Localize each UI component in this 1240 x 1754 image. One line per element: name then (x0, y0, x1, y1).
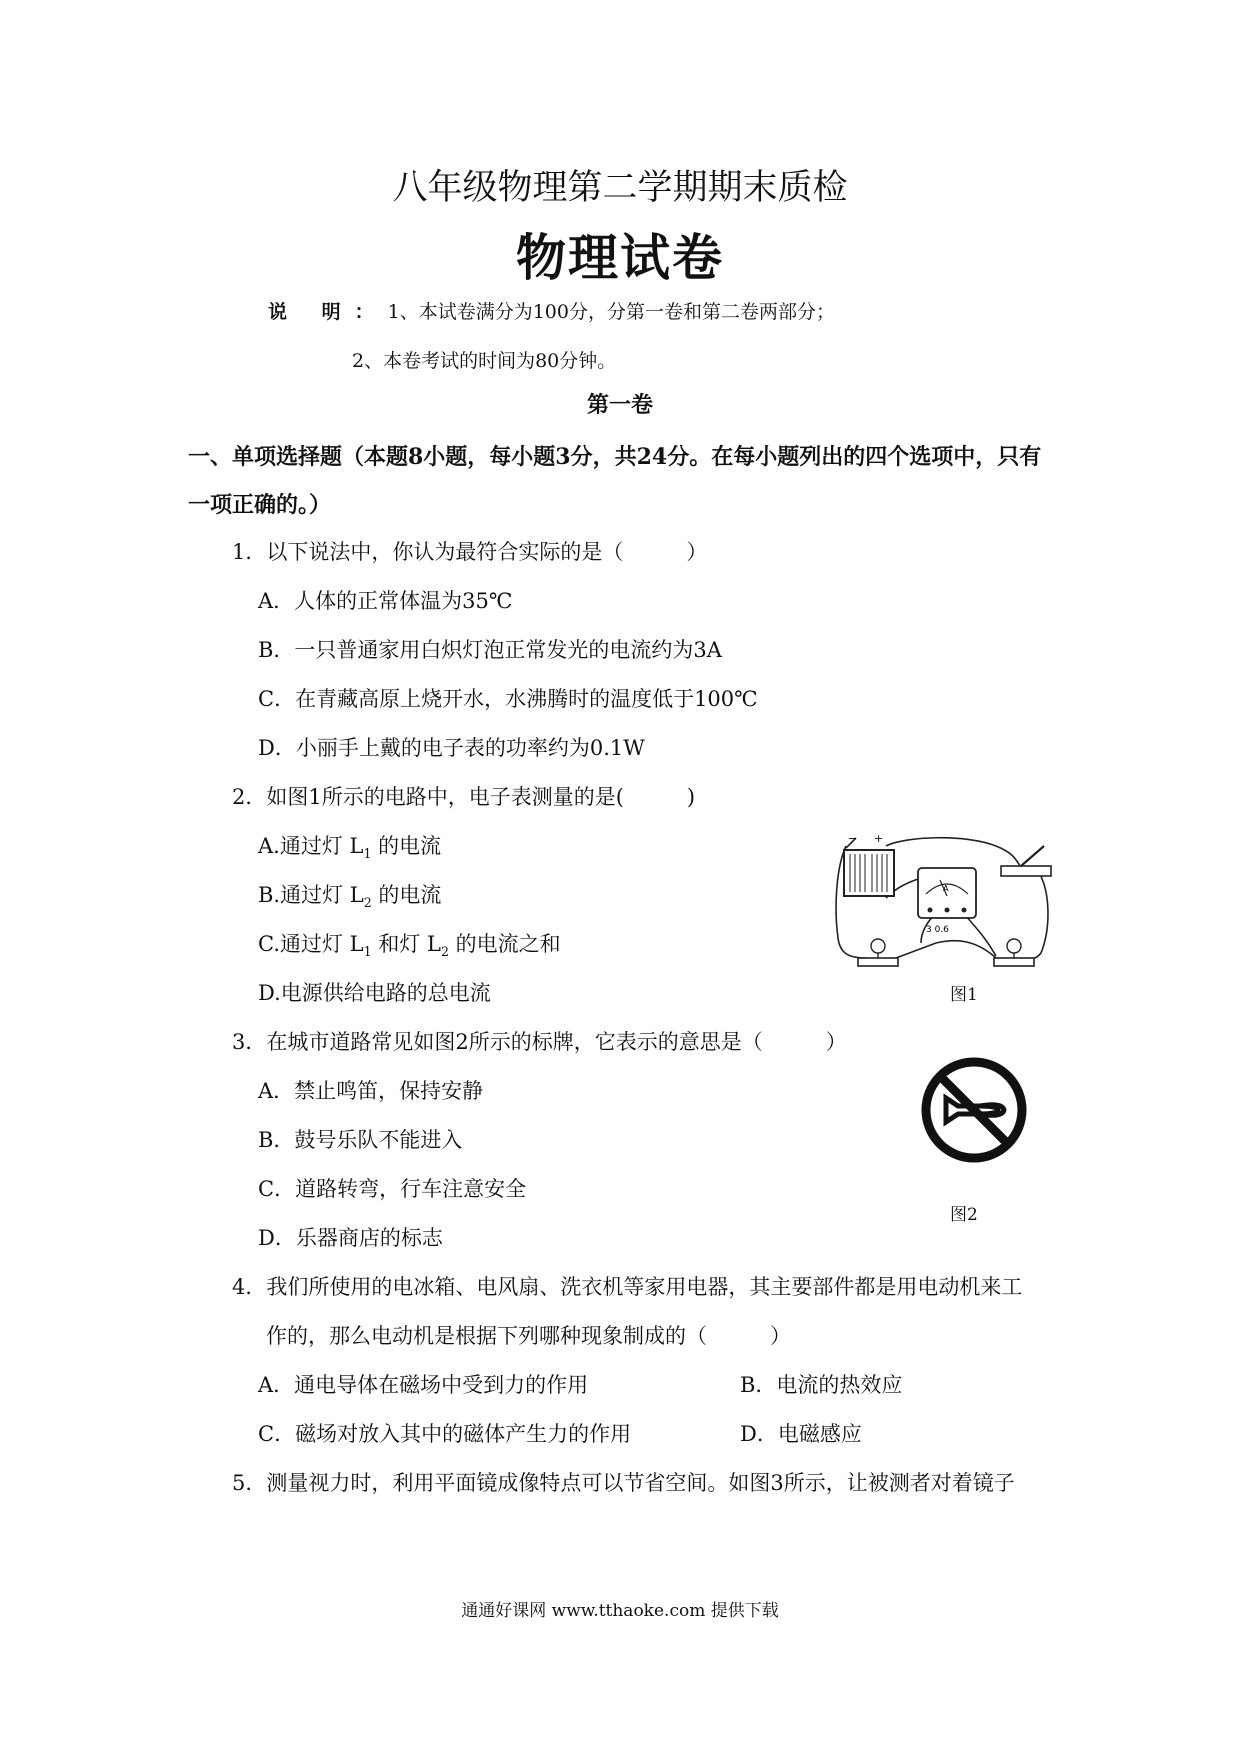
svg-text:−: − (848, 832, 858, 845)
section-heading-line-2: 一项正确的。） (188, 492, 332, 518)
switch-icon (1001, 846, 1051, 876)
question-2-option-a: A.通过灯 $L_1$ 的电流 (258, 834, 442, 862)
question-2-option-c: C.通过灯 $L_1$ 和灯 $L_2$ 的电流之和 (258, 932, 561, 960)
figure-2-caption: 图2 (950, 1205, 978, 1225)
question-1-option-a: A．人体的正常体温为35℃ (258, 589, 513, 613)
ammeter-scale-label: 3 0.6 (926, 925, 949, 935)
volume-title: 第一卷 (586, 392, 653, 418)
figure-1-caption: 图1 (950, 985, 978, 1005)
question-4-option-a: A．通电导体在磁场中受到力的作用 (258, 1373, 589, 1397)
svg-text:+: + (874, 832, 884, 845)
question-4-option-c: C．磁场对放入其中的磁体产生力的作用 (258, 1422, 632, 1446)
ammeter-icon (918, 868, 976, 935)
question-3-option-b: B．鼓号乐队不能进入 (258, 1128, 463, 1152)
section-heading-line-1: 一、单项选择题（本题8小题，每小题3分，共24分。在每小题列出的四个选项中，只有 (188, 444, 1042, 470)
no-horn-sign-icon (918, 1054, 1030, 1166)
question-1-option-b: B．一只普通家用白炽灯泡正常发光的电流约为3A (258, 638, 722, 662)
question-3-option-a: A．禁止鸣笛，保持安静 (258, 1079, 484, 1103)
question-3-option-d: D．乐器商店的标志 (258, 1226, 443, 1250)
lamp-l1-icon (858, 939, 898, 966)
question-2-option-b: B.通过灯 $L_2$ 的电流 (258, 883, 442, 911)
question-1-option-c: C．在青藏高原上烧开水，水沸腾时的温度低于100℃ (258, 687, 758, 711)
question-1-option-d: D．小丽手上戴的电子表的功率约为0.1W (258, 736, 645, 760)
question-2-option-d: D.电源供给电路的总电流 (258, 981, 491, 1005)
circuit-figure (826, 828, 1066, 976)
question-4-option-d: D．电磁感应 (740, 1422, 862, 1446)
notes-text-2: 2、本卷考试的时间为80分钟。 (352, 350, 617, 372)
battery-icon (844, 832, 894, 896)
question-5-stem: 5．测量视力时，利用平面镜成像特点可以节省空间。如图3所示，让被测者对着镜子 (232, 1471, 1015, 1495)
page-footer: 通通好课网 www.tthaoke.com 提供下载 (461, 1601, 779, 1621)
notes-line-1 (268, 297, 835, 324)
question-3-option-c: C．道路转弯，行车注意安全 (258, 1177, 527, 1201)
exam-header-title: 八年级物理第二学期期末质检 (392, 168, 848, 208)
question-3-stem: 3．在城市道路常见如图2所示的标牌，它表示的意思是（ ） (232, 1030, 847, 1054)
question-4-stem-line-2: 作的，那么电动机是根据下列哪种现象制成的（ ） (266, 1324, 791, 1348)
notes-text-1: 1、本试卷满分为100分，分第一卷和第二卷两部分； (387, 301, 835, 323)
question-4-option-b: B．电流的热效应 (740, 1373, 903, 1397)
exam-title: 物理试卷 (516, 228, 724, 287)
notes-label: 说 明： (268, 301, 388, 323)
question-1-stem: 1．以下说法中，你认为最符合实际的是（ ） (232, 540, 708, 564)
question-4-stem-line-1: 4．我们所使用的电冰箱、电风扇、洗衣机等家用电器，其主要部件都是用电动机来工 (232, 1275, 1023, 1299)
question-2-stem: 2．如图1所示的电路中，电子表测量的是( ) (232, 785, 696, 809)
lamp-l2-icon (994, 939, 1034, 966)
svg-text:A: A (943, 884, 949, 893)
